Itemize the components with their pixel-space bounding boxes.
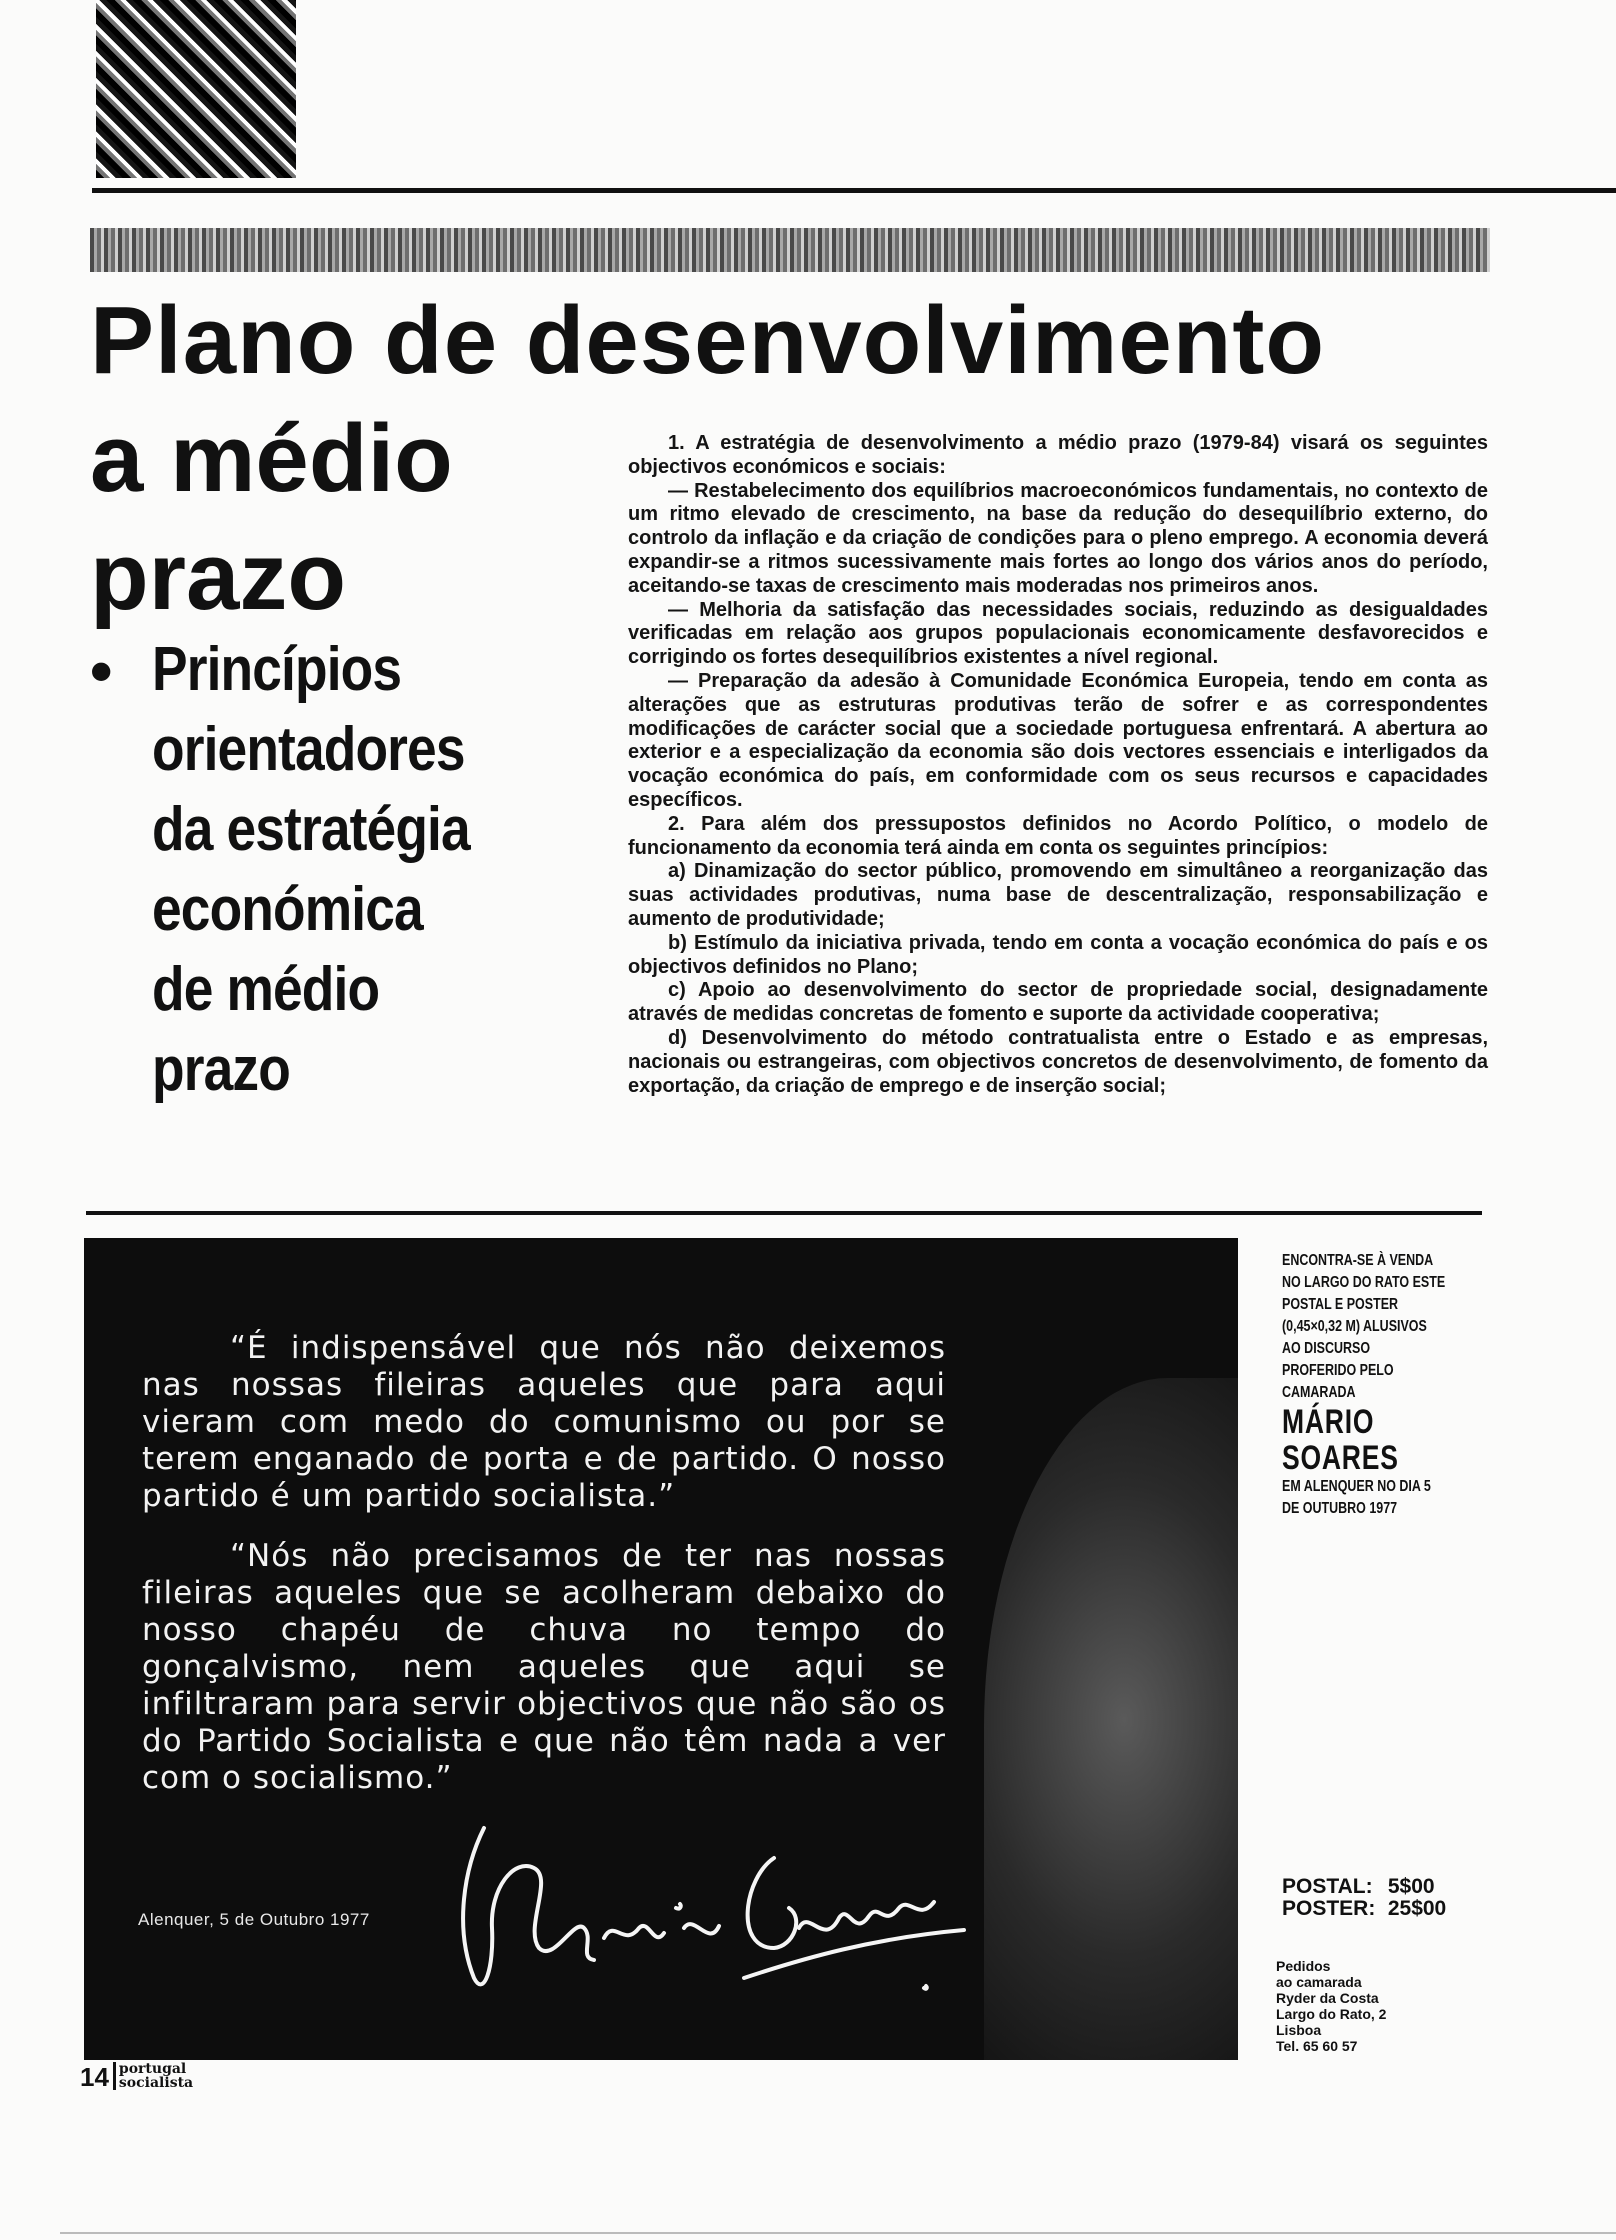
- texture-band: [90, 228, 1490, 272]
- postal-price: 5$00: [1387, 1875, 1435, 1898]
- price-row-poster: [1282, 1898, 1446, 1920]
- poster-price: 25$00: [1387, 1897, 1447, 1920]
- place-date: Alenquer, 5 de Outubro 1977: [138, 1910, 370, 1929]
- article-paragraph: a) Dinamização do sector público, promovendo em simultâneo a reorganização das suas actividades produtivas, numa base de descentralização, responsabilização e aumento de produtividade;: [628, 860, 1488, 930]
- orders-contact: Pedidos ao camarada Ryder da Costa Largo do Rato, 2 Lisboa Tel. 65 60 57: [1276, 1958, 1387, 2054]
- side-name: MÁRIO SOARES: [1282, 1403, 1399, 1477]
- article-paragraph: b) Estímulo da iniciativa privada, tendo em conta a vocação económica do país e os objectivos definidos no Plano;: [628, 931, 1488, 978]
- article-paragraph: c) Apoio ao desenvolvimento do sector de propriedade social, designadamente através de medidas concretas de fomento e suporte da actividade cooperativa;: [628, 979, 1488, 1026]
- advert-panel: [84, 1238, 1238, 2060]
- headline-line-1: Plano de desenvolvimento: [90, 287, 1325, 394]
- section-divider: [86, 1211, 1482, 1215]
- advert-side-info: [1282, 1250, 1446, 1520]
- advert-quote: [142, 1330, 946, 1820]
- article-paragraph: d) Desenvolvimento do método contratualista entre o Estado e as empresas, nacionais ou estrangeiras, com objectivos concretos de desenvolvimento, de fomento da exportação, da criação de emprego e de inserção social;: [628, 1026, 1488, 1097]
- side-text-1: ENCONTRA-SE À VENDA NO LARGO DO RATO ESTE POSTAL E POSTER (0,45×0,32 M) ALUSIVOS AO DISCURSO PROFERIDO PELO CAMARADA: [1282, 1252, 1446, 1401]
- price-list: [1282, 1876, 1446, 1920]
- bottom-edge: [60, 2232, 1616, 2234]
- article-paragraph: — Preparação da adesão à Comunidade Económica Europeia, tendo em conta as alterações que as estruturas produtivas terão de sofrer e as correspondentes modificações de carácter social que a sociedade portuguesa enfrentará. A abertura ao exterior e a especialização da economia são dois vectores essenciais e interligados da vocação económica do país, em conformidade com os seus recursos e capacidades específicos.: [628, 669, 1488, 811]
- page-footer: [80, 2062, 193, 2090]
- quote-paragraph-2: “Nós não precisamos de ter nas nossas fileiras aqueles que se acolheram debaixo do nosso chapéu de chuva no tempo do gonçalvismo, nem aqueles que aqui se infiltraram para servir objectivos que não são os do Partido Socialista e que não têm nada a ver com o socialismo.”: [142, 1538, 946, 1796]
- header-photo-strip: [96, 0, 296, 178]
- article-paragraph: — Restabelecimento dos equilíbrios macroeconómicos fundamentais, no contexto de um ritmo elevado de crescimento, na base da redução do desequilíbrio externo, do controlo da inflação e da criação de condições para o pleno emprego. A economia deverá expandir-se a ritmos sucessivamente mais fortes ao longo dos vários anos do período, aceitando-se taxas de crescimento mais moderadas nos primeiros anos.: [628, 479, 1488, 597]
- article-paragraph: 1. A estratégia de desenvolvimento a médio prazo (1979-84) visará os seguintes objectivos económicos e sociais:: [628, 432, 1488, 478]
- quote-paragraph-1: “É indispensável que nós não deixemos nas nossas fileiras aqueles que para aqui vieram com medo do comunismo ou por se terem enganado de porta e de partido. O nosso partido é um partido socialista.”: [142, 1330, 946, 1514]
- article-paragraph: — Melhoria da satisfação das necessidades sociais, reduzindo as desigualdades verificadas em relação aos grupos populacionais economicamente desfavorecidos e corrigindo os fortes desequilíbrios existentes a nível regional.: [628, 598, 1488, 669]
- article-body: [628, 432, 1488, 1098]
- bullet-icon: •: [90, 635, 113, 707]
- side-text-2: EM ALENQUER NO DIA 5 DE OUTUBRO 1977: [1282, 1478, 1431, 1517]
- headline-line-2: a médio prazo: [90, 405, 453, 630]
- page-number: 14: [80, 2062, 109, 2092]
- price-row-postal: [1282, 1876, 1446, 1898]
- handwritten-signature: [444, 1798, 984, 2008]
- top-divider: [92, 188, 1616, 193]
- masthead-logo: portugal socialista: [113, 2062, 193, 2090]
- article-paragraph: 2. Para além dos pressupostos definidos no Acordo Político, o modelo de funcionamento da economia terá ainda em conta os seguintes princípios:: [628, 812, 1488, 859]
- subtitle-text: Princípios orientadores da estratégia económica de médio prazo: [152, 635, 470, 1104]
- postal-label: POSTAL:: [1282, 1875, 1373, 1898]
- portrait-photo: [984, 1378, 1238, 2060]
- poster-label: POSTER:: [1282, 1897, 1376, 1920]
